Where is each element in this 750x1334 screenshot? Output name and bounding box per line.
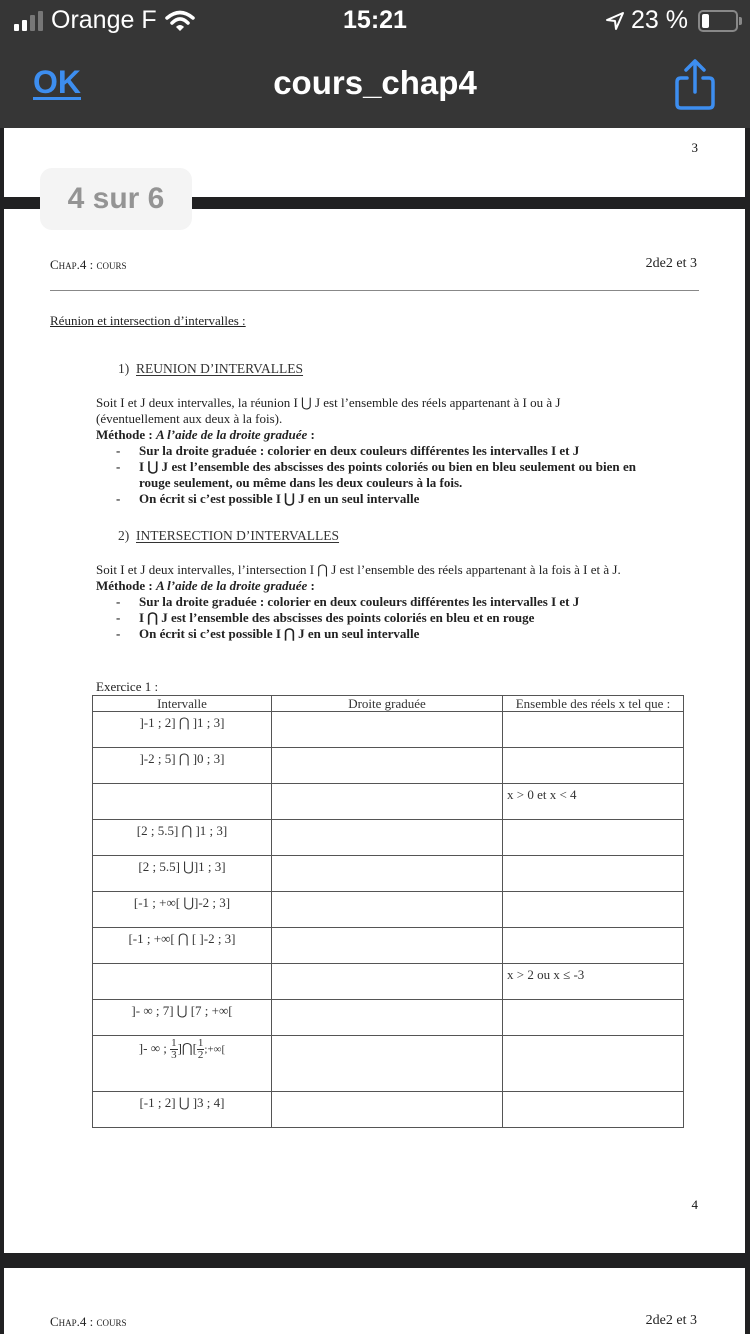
table-row xyxy=(93,1092,684,1128)
table-row xyxy=(93,1036,684,1092)
number-line-cell xyxy=(272,784,503,820)
number-line-cell xyxy=(272,712,503,748)
table-row xyxy=(93,1000,684,1036)
number-line-cell xyxy=(272,928,503,964)
carrier-name: Orange F xyxy=(51,6,157,34)
page-header-right: 2de2 et 3 xyxy=(645,256,697,271)
interval-cell: [2 ; 5.5] ⋃]1 ; 3] xyxy=(93,856,272,892)
section-2-methode: Méthode : A l’aide de la droite graduée : xyxy=(96,578,315,593)
exercise-title: Exercice 1 : xyxy=(96,679,159,694)
pdf-page-5 xyxy=(4,1268,745,1334)
set-cell xyxy=(503,1000,684,1036)
table-header-row xyxy=(93,696,684,712)
table-row xyxy=(93,856,684,892)
number-line-cell xyxy=(272,964,503,1000)
table-row xyxy=(93,964,684,1000)
interval-cell: ]-2 ; 5] ⋂ ]0 ; 3] xyxy=(93,748,272,784)
page-header-right: 2de2 et 3 xyxy=(645,1313,697,1328)
set-cell xyxy=(503,892,684,928)
section-1-definition: Soit I et J deux intervalles, la réunion I ⋃ J est l’ensemble des réels appartenant à I ou à J (éventuellement aux deux à la fois). xyxy=(96,395,561,426)
page-indicator: 4 sur 6 xyxy=(40,168,192,230)
set-cell xyxy=(503,748,684,784)
pdf-page-4 xyxy=(4,209,745,1253)
interval-cell: [2 ; 5.5] ⋂ ]1 ; 3] xyxy=(93,820,272,856)
number-line-cell xyxy=(272,1092,503,1128)
table-row xyxy=(93,748,684,784)
set-cell xyxy=(503,928,684,964)
interval-cell: [-1 ; 2] ⋃ ]3 ; 4] xyxy=(93,1092,272,1128)
list-item: - Sur la droite graduée : colorier en deux couleurs différentes les intervalles I et J xyxy=(96,594,636,610)
fraction: $\frac{1}{2}$ xyxy=(197,1037,204,1061)
list-item: - I ⋃ J est l’ensemble des abscisses des points coloriés ou bien en bleu seulement ou bien en rouge seulement, ou même dans les deux couleurs à la fois. xyxy=(96,459,636,491)
nav-bar xyxy=(0,40,750,128)
battery-percent: 23 % xyxy=(631,6,688,34)
list-item: - On écrit si c’est possible I ⋃ J en un seul intervalle xyxy=(96,491,636,507)
interval-cell: ]- ∞ ; $\frac{1}{3}$ ]⋂[ $\frac{1}{2}$ ;+∞[ xyxy=(93,1036,272,1092)
section-1-heading: 1) REUNION D’INTERVALLES xyxy=(118,361,304,376)
set-cell xyxy=(503,856,684,892)
section-1-body xyxy=(96,395,636,507)
set-cell xyxy=(503,820,684,856)
table-row xyxy=(93,784,684,820)
section-1-methode: Méthode : A l’aide de la droite graduée : xyxy=(96,427,315,442)
set-cell xyxy=(503,712,684,748)
section-subtitle: Réunion et intersection d’intervalles : xyxy=(50,313,246,328)
number-line-cell xyxy=(272,748,503,784)
interval-cell xyxy=(93,964,272,1000)
status-bar xyxy=(0,0,750,40)
number-line-cell xyxy=(272,1000,503,1036)
number-line-cell xyxy=(272,1036,503,1092)
table-row xyxy=(93,928,684,964)
section-2-body xyxy=(96,562,636,642)
interval-cell: ]- ∞ ; 7] ⋃ [7 ; +∞[ xyxy=(93,1000,272,1036)
number-line-cell xyxy=(272,892,503,928)
interval-cell xyxy=(93,784,272,820)
table-row xyxy=(93,712,684,748)
document-title: cours_chap4 xyxy=(273,64,477,101)
table-row xyxy=(93,892,684,928)
set-cell xyxy=(503,1092,684,1128)
interval-cell: [-1 ; +∞[ ⋃]-2 ; 3] xyxy=(93,892,272,928)
set-cell: x > 2 ou x ≤ -3 xyxy=(503,964,684,1000)
interval-cell: [-1 ; +∞[ ⋂ [ ]-2 ; 3] xyxy=(93,928,272,964)
table-row xyxy=(93,820,684,856)
page-header-left: Chap.4 : cours xyxy=(50,257,127,272)
header-rule xyxy=(50,290,699,291)
number-line-cell xyxy=(272,820,503,856)
page-number: 4 xyxy=(691,1197,698,1212)
done-button[interactable]: OK xyxy=(33,64,81,100)
location-icon xyxy=(605,11,625,31)
section-2-heading: 2) INTERSECTION D’INTERVALLES xyxy=(118,528,340,543)
list-item: - Sur la droite graduée : colorier en deux couleurs différentes les intervalles I et J xyxy=(96,443,636,459)
share-icon[interactable] xyxy=(670,56,720,112)
page-header-left: Chap.4 : cours xyxy=(50,1314,127,1329)
section-2-title: INTERSECTION D’INTERVALLES xyxy=(136,528,340,543)
section-2-steps xyxy=(96,594,636,642)
battery-icon xyxy=(698,10,738,32)
list-item: - I ⋂ J est l’ensemble des abscisses des points coloriés en bleu et en rouge xyxy=(96,610,636,626)
column-header: Droite graduée xyxy=(272,696,503,712)
column-header: Intervalle xyxy=(93,696,272,712)
exercise-table xyxy=(92,695,684,1128)
clock: 15:21 xyxy=(343,6,407,34)
interval-cell: ]-1 ; 2] ⋂ ]1 ; 3] xyxy=(93,712,272,748)
fraction: $\frac{1}{3}$ xyxy=(171,1037,177,1061)
number-line-cell xyxy=(272,856,503,892)
list-item: - On écrit si c’est possible I ⋂ J en un seul intervalle xyxy=(96,626,636,642)
section-1-title: REUNION D’INTERVALLES xyxy=(136,361,304,376)
page-number: 3 xyxy=(691,140,698,155)
section-1-steps xyxy=(96,443,636,507)
column-header: Ensemble des réels x tel que : xyxy=(503,696,684,712)
set-cell xyxy=(503,1036,684,1092)
set-cell: x > 0 et x < 4 xyxy=(503,784,684,820)
section-2-definition: Soit I et J deux intervalles, l’intersection I ⋂ J est l’ensemble des réels appartenant à la fois à I et à J. xyxy=(96,562,621,577)
